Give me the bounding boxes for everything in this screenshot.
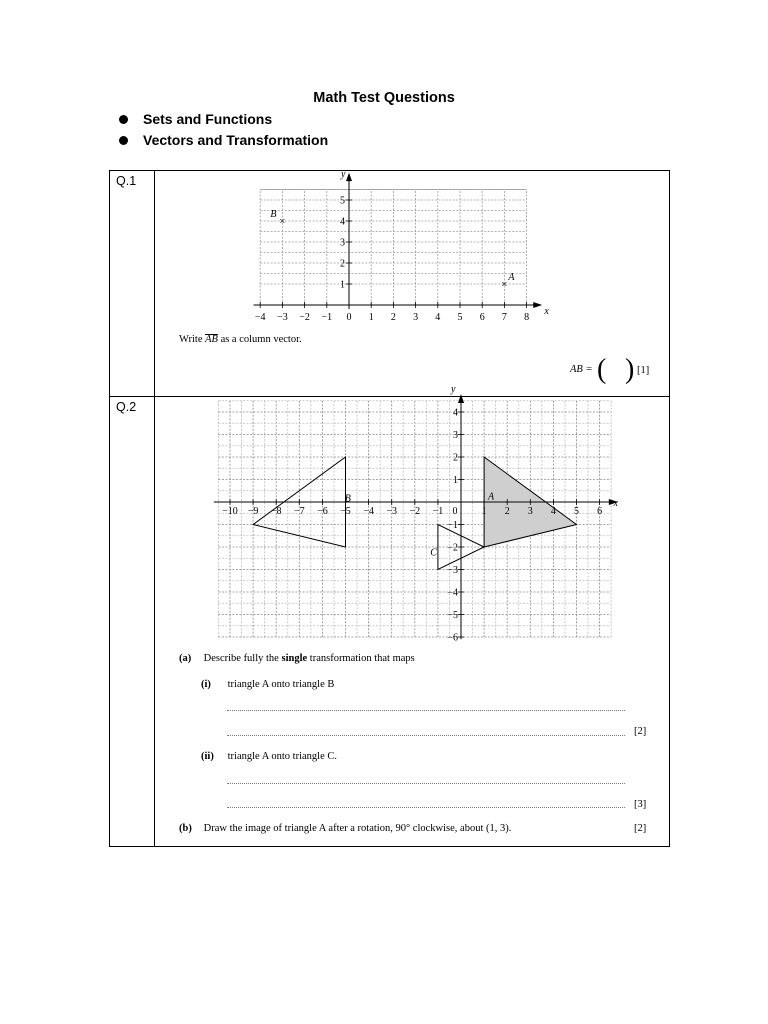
y-tick-label: −4 — [447, 587, 458, 599]
y-tick-label: −5 — [447, 610, 458, 621]
y-tick-label: −2 — [447, 542, 458, 554]
y-axis-arrow-icon — [346, 173, 352, 181]
x-tick-label: 6 — [597, 506, 603, 517]
x-tick-label: −3 — [386, 506, 398, 517]
q2-sub-i-text: triangle A onto triangle B — [227, 679, 335, 690]
x-tick-label: 1 — [481, 506, 487, 517]
x-tick-label: 4 — [435, 312, 441, 323]
x-tick-label: 4 — [550, 506, 556, 517]
x-tick-label: 7 — [501, 312, 507, 323]
q2-sub-i-label: (i) — [201, 679, 211, 690]
x-tick-label: −8 — [270, 506, 282, 517]
y-tick-label: 5 — [340, 195, 345, 207]
y-axis-label: y — [341, 168, 346, 180]
q1-vector-ab — [205, 334, 218, 345]
y-tick-label: −1 — [447, 520, 458, 531]
q2-graph — [155, 383, 669, 652]
x-tick-label: 5 — [457, 312, 463, 323]
q2-sub-ii-marks: [3] — [634, 799, 647, 810]
x-tick-label: −2 — [409, 506, 421, 517]
question-row-2 — [110, 397, 670, 847]
q2-part-a-label: (a) — [179, 653, 192, 664]
x-tick-label: 0 — [346, 312, 352, 323]
x-tick-label: −1 — [432, 506, 444, 517]
x-tick-label: 3 — [527, 506, 533, 517]
triangle-label: A — [487, 491, 495, 503]
q2-part-b-text: Draw the image of triangle A after a rotation, 90° clockwise, about (1, 3). — [203, 823, 512, 834]
point-marker: × — [279, 215, 286, 228]
x-tick-label: 2 — [504, 506, 510, 517]
q2-part-b — [179, 823, 511, 834]
answer-line[interactable] — [227, 735, 625, 736]
q1-answer-label: AB = — [570, 364, 593, 375]
q1-vector-text: AB — [205, 334, 218, 345]
question-2-body — [155, 383, 670, 847]
point-label: B — [270, 209, 277, 220]
q1-instruction — [179, 334, 302, 345]
x-tick-label: 8 — [524, 312, 530, 323]
q1-instruction-pre: Write — [179, 334, 203, 345]
y-tick-label: 4 — [453, 407, 458, 419]
x-tick-label: −1 — [321, 312, 333, 323]
x-tick-label: −2 — [299, 312, 310, 323]
y-tick-label: 4 — [340, 216, 345, 228]
x-tick-label: 1 — [368, 312, 374, 323]
bullet-icon — [119, 136, 128, 145]
x-tick-label: 3 — [413, 312, 419, 323]
triangle-label: C — [430, 547, 437, 559]
x-tick-label: 2 — [390, 312, 396, 323]
question-row-1 — [110, 171, 670, 397]
q2-sub-ii-label: (ii) — [201, 751, 214, 762]
q2-part-a-text-post: transformation that maps — [309, 653, 415, 664]
bullet-icon — [119, 115, 128, 124]
x-tick-label: −5 — [340, 506, 351, 517]
y-tick-label: 1 — [453, 475, 458, 486]
question-number: Q.1 — [110, 171, 155, 397]
topic-item — [118, 109, 328, 130]
x-tick-label: 6 — [479, 312, 485, 323]
x-axis-label: x — [544, 306, 549, 317]
point-marker: × — [501, 278, 508, 291]
y-tick-label: 1 — [340, 279, 345, 291]
q1-left-bracket: ( — [597, 354, 607, 385]
x-axis-arrow-icon — [533, 302, 542, 308]
x-tick-label: −6 — [317, 506, 328, 517]
y-tick-label: 3 — [453, 430, 458, 441]
x-tick-label: −9 — [247, 506, 259, 517]
topic-label: Vectors and Transformation — [143, 132, 329, 148]
q2-sub-ii-text: triangle A onto triangle C. — [227, 751, 337, 762]
page-title: Math Test Questions — [313, 90, 455, 106]
q2-part-a-text-bold: single — [281, 653, 308, 664]
x-tick-label: −10 — [222, 506, 238, 517]
q2-sub-i — [201, 679, 334, 690]
y-tick-label: −3 — [447, 565, 458, 576]
q2-part-b-label: (b) — [179, 823, 192, 834]
q2-sub-i-marks: [2] — [634, 726, 647, 737]
topic-list — [118, 109, 328, 151]
q1-graph — [155, 168, 669, 331]
y-axis-label: y — [451, 383, 456, 395]
y-tick-label: −6 — [447, 632, 458, 644]
answer-line[interactable] — [227, 807, 625, 808]
q1-instruction-post: as a column vector. — [220, 334, 302, 345]
triangle-label: B — [344, 493, 351, 505]
topic-item — [118, 130, 328, 151]
question-number: Q.2 — [110, 397, 155, 847]
answer-line[interactable] — [227, 783, 625, 784]
q1-right-bracket: ) — [625, 354, 635, 385]
q2-part-a-text-pre: Describe fully the — [203, 653, 279, 664]
x-tick-label: −7 — [293, 506, 305, 517]
q2-part-a — [179, 653, 415, 664]
answer-line[interactable] — [227, 710, 625, 711]
y-tick-label: 3 — [340, 237, 345, 249]
question-1-body — [155, 168, 670, 397]
x-tick-label: −4 — [254, 312, 266, 323]
q1-marks: [1] — [637, 365, 650, 376]
x-tick-label: 0 — [452, 506, 458, 517]
y-tick-label: 2 — [340, 258, 345, 270]
topic-label: Sets and Functions — [143, 111, 273, 127]
x-tick-label: −4 — [363, 506, 374, 517]
x-tick-label: 5 — [574, 506, 579, 517]
x-axis-label: x — [613, 498, 618, 509]
q2-sub-ii — [201, 751, 337, 762]
question-table — [109, 170, 670, 847]
x-tick-label: −3 — [277, 312, 288, 323]
point-label: A — [508, 272, 515, 283]
y-tick-label: 2 — [453, 452, 458, 464]
q2-part-b-marks: [2] — [634, 823, 647, 834]
